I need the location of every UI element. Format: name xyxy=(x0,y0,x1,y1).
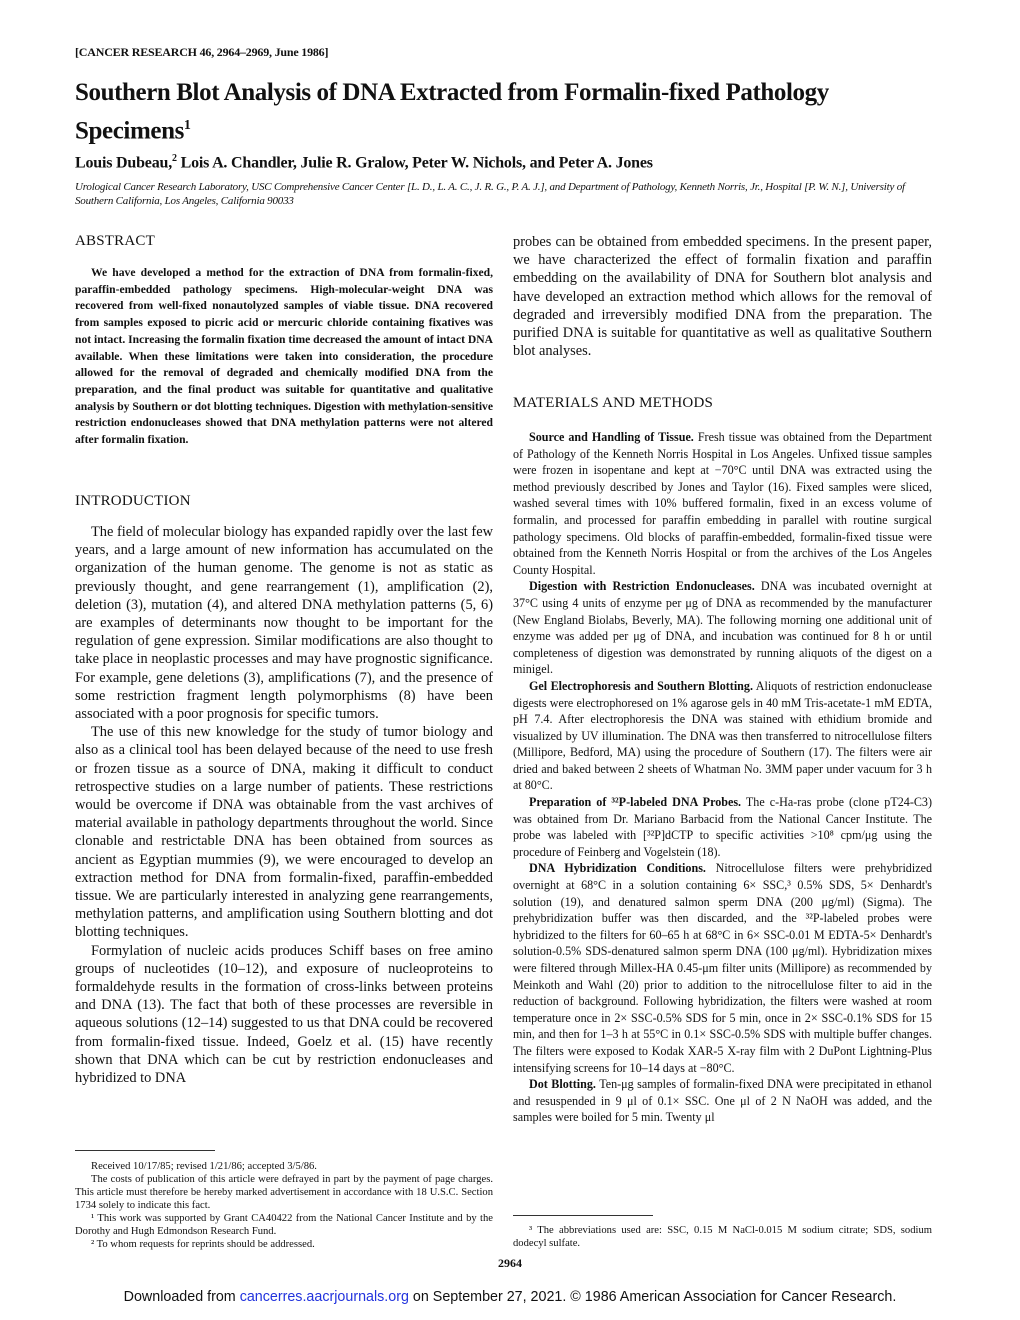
introduction-heading: INTRODUCTION xyxy=(75,493,191,509)
methods-body xyxy=(513,429,932,1126)
footnote: Received 10/17/85; revised 1/21/86; accepted 3/5/86. xyxy=(91,1161,317,1172)
section-title: Dot Blotting. xyxy=(529,1077,596,1092)
section-title: Preparation of ³²P-labeled DNA Probes. xyxy=(529,795,742,810)
introduction-body xyxy=(75,523,493,1087)
paragraph: The field of molecular biology has expanded rapidly over the last few years, and a large amount of new information has accumulated on the organization of the human genome. The genome is not as static as previously thought, and gene rearrangement (1), amplification (2), deletion (3), mutation (4), and altered DNA methylation patterns (5, 6) are examples of determinants now thought to be important for the regulation of gene expression. Similar modifications are also thought to take place in neoplastic processes and may have prognostic significance. For example, gene deletions (3), amplifications (7), and the presence of some restriction fragment length polymorphisms (8) have been associated with a poor prognosis for specific tumors. xyxy=(75,524,493,723)
footnote-divider xyxy=(513,1215,653,1216)
download-suffix: on September 27, 2021. © 1986 American Association for Cancer Research. xyxy=(408,1289,897,1305)
author-footnote-marker: 2 xyxy=(172,153,177,164)
footnote: ² To whom requests for reprints should be addressed. xyxy=(91,1239,315,1250)
section-text: DNA was incubated overnight at 37°C using 4 units of enzyme per μg of DNA as recommended by the manufacturer (New England Biolabs, Beverly, MA). The following morning one additional unit of enzyme was added per μg of DNA, and incubation was continued for 8 h or until completeness of digestion was demonstrated by running aliquots of the digest on a minigel. xyxy=(513,579,932,677)
first-author: Louis Dubeau, xyxy=(75,154,172,172)
methods-section xyxy=(513,578,932,678)
section-text: The c-Ha-ras probe (clone pT24-C3) was obtained from Dr. Mariano Barbacid from the National Cancer Institute. The probe was labeled with [³²P]dCTP to specific activities >10⁸ cpm/μg using the procedure of Feinberg and Vogelstein (18). xyxy=(513,795,932,859)
journal-link[interactable]: cancerres.aacrjournals.org xyxy=(239,1289,409,1305)
section-title: Digestion with Restriction Endonucleases. xyxy=(529,579,755,594)
footnotes-left xyxy=(75,1160,493,1251)
abstract-paragraph: We have developed a method for the extraction of DNA from formalin-fixed, paraffin-embedded pathology specimens. High-molecular-weight DNA was recovered from well-fixed nonautolyzed samples of viable tissue. DNA recovered from samples exposed to picric acid or mercuric chloride containing fixatives was not intact. Increasing the formalin fixation time decreased the amount of intact DNA available. When these limitations were taken into consideration, the procedure allowed for the removal of degraded and chemically modified DNA from the preparation, and the final product was suitable for quantitative and qualitative analysis by Southern or dot blotting techniques. Digestion with methylation-sensitive restriction endonucleases showed that DNA methylation patterns were not altered after formalin fixation. xyxy=(75,266,493,447)
paragraph: probes can be obtained from embedded specimens. In the present paper, we have characterized the effect of formalin fixation and paraffin embedding on the availability of DNA for Southern blot analysis and have developed an extraction method which allows for the removal of degraded and irreversibly modified DNA from the preparation. The purified DNA is suitable for quantitative as well as qualitative Southern blot analyses. xyxy=(513,234,932,360)
paragraph: The use of this new knowledge for the study of tumor biology and also as a clinical tool has been delayed because of the need to use fresh or frozen tissue as a source of DNA, making it difficult to conduct retrospective studies on a large number of patients. These restrictions would be overcome if DNA was obtainable from the vast archives of material available in pathology departments throughout the world. Since clonable and restrictable DNA has been obtained from sources as ancient as Egyptian mummies (9), we were encouraged to develop an extraction method for DNA from formalin-fixed, paraffin-embedded tissue. We are particularly interested in analyzing gene rearrangements, methylation patterns, and amplification using Southern blotting and dot blotting techniques. xyxy=(75,724,493,941)
methods-section xyxy=(513,860,932,1076)
section-text: Aliquots of restriction endonuclease digests were electrophoresed on 1% agarose gels in 40 mM Tris-acetate-1 mM EDTA, pH 7.4. After electrophoresis the DNA was stained with ethidium bromide and visualized by UV illumination. The DNA was then transferred to nitrocellulose filters (Millipore, Bedford, MA) using the procedure of Southern (17). The filters were air dried and baked between 2 sheets of Whatman No. 3MM paper under vacuum for 3 h at 80°C. xyxy=(513,678,932,793)
footnote: ³ The abbreviations used are: SSC, 0.15 M NaCl-0.015 M sodium citrate; SDS, sodium dodecyl sulfate. xyxy=(513,1225,932,1249)
section-title: DNA Hybridization Conditions. xyxy=(529,861,706,876)
methods-section xyxy=(513,1076,932,1126)
page-number: 2964 xyxy=(498,1256,522,1270)
title-text: Southern Blot Analysis of DNA Extracted from Formalin-fixed Pathology Specimens xyxy=(75,79,829,145)
title-footnote-marker: 1 xyxy=(183,118,191,133)
author-list xyxy=(75,153,653,172)
abstract-body xyxy=(75,265,493,449)
paragraph: Formylation of nucleic acids produces Schiff bases on free amino groups of nucleotides (10–12), and exposure of nucleoproteins to formaldehyde results in the formation of cross-links between proteins and DNA (13). The fact that both of these processes are reversible in aqueous solutions (12–14) suggested to us that DNA could be recovered from formalin-fixed tissue. Indeed, Goelz et al. (15) have recently shown that DNA which can be cut by restriction endonucleases and hybridized to DNA xyxy=(75,942,493,1087)
abstract-heading: ABSTRACT xyxy=(75,233,155,249)
other-authors: Lois A. Chandler, Julie R. Gralow, Peter W. Nichols, and Peter A. Jones xyxy=(176,154,653,172)
footnote: The costs of publication of this article were defrayed in part by the payment of page charges. This article must therefore be hereby marked advertisement in accordance with 18 U.S.C. Section 1734 solely to indicate this fact. xyxy=(75,1174,493,1211)
download-prefix: Downloaded from xyxy=(123,1289,240,1305)
section-title: Source and Handling of Tissue. xyxy=(529,430,694,444)
methods-section xyxy=(513,794,932,860)
introduction-continued xyxy=(513,233,932,360)
footnote: ¹ This work was supported by Grant CA40422 from the National Cancer Institute and by the Dorothy and Hugh Edmondson Research Fund. xyxy=(75,1213,493,1237)
methods-section xyxy=(513,429,932,578)
footnotes-right xyxy=(513,1224,932,1250)
section-text: Nitrocellulose filters were prehybridized overnight at 68°C in a solution containing 6× SSC,³ 0.5% SDS, 5× Denhardt's solution (19), and denatured salmon sperm DNA (200 μg/ml) (Sigma). The prehybridization buffer was then discarded, and the ³²P-labeled probes were hybridized to the filters for 60–65 h at 68°C in 6× SSC-0.01 M EDTA-5× Denhardt's solution-0.5% SDS-denatured salmon sperm DNA (100 μg/ml). Hybridization mixes were filtered through Millex-HA 0.45-μm filter units (Millipore) as recommended by Meinkoth and Wahl (20) prior to addition to the nitrocellulose filter to aid in the reduction of background. Following hybridization, the filters were washed at room temperature once in 2× SSC-0.5% SDS for 5 min, once in 2× SSC-0.1% SDS for 15 min, and then for 1–3 h at 55°C in 0.1× SSC-0.5% SDS with multiple buffer changes. The filters were exposed to Kodak XAR-5 X-ray film with 2 DuPont Lightning-Plus intensifying screens for 10–14 days at −80°C. xyxy=(513,861,932,1075)
affiliation: Urological Cancer Research Laboratory, USC Comprehensive Cancer Center [L. D., L. A. C., J. R. G., P. A. J.], and Department of Pathology, Kenneth Norris, Jr., Hospital [P. W. N.], University of Southern California, Los Angeles, California 90033 xyxy=(75,181,905,207)
methods-heading: MATERIALS AND METHODS xyxy=(513,395,714,411)
footnote-divider xyxy=(75,1150,215,1151)
download-notice xyxy=(0,1289,1020,1305)
section-title: Gel Electrophoresis and Southern Blotting. xyxy=(529,678,753,693)
section-text: Ten-μg samples of formalin-fixed DNA were precipitated in ethanol and resuspended in 9 μl of 0.1× SSC. One μl of 2 N NaOH was added, and the samples were boiled for 5 min. Twenty μl xyxy=(513,1077,932,1125)
journal-reference: [CANCER RESEARCH 46, 2964–2969, June 1986] xyxy=(75,45,329,59)
section-text: Fresh tissue was obtained from the Department of Pathology of the Kenneth Norris Hospital in Los Angeles. Unfixed tissue samples were frozen in isopentane and kept at −70°C until DNA was extracted using the method previously described by Jones and Taylor (16). Fixed samples were sliced, washed several times with 10% buffered formalin, fixed in an excess volume of formalin, and processed for paraffin embedding in parallel with routine surgical pathology specimens. Old blocks of paraffin-embedded, formalin-fixed tissue were obtained from the Kenneth Norris Hospital or from the archives of the Los Angeles County Hospital. xyxy=(513,430,933,577)
article-title xyxy=(75,76,935,147)
methods-section xyxy=(513,678,932,794)
